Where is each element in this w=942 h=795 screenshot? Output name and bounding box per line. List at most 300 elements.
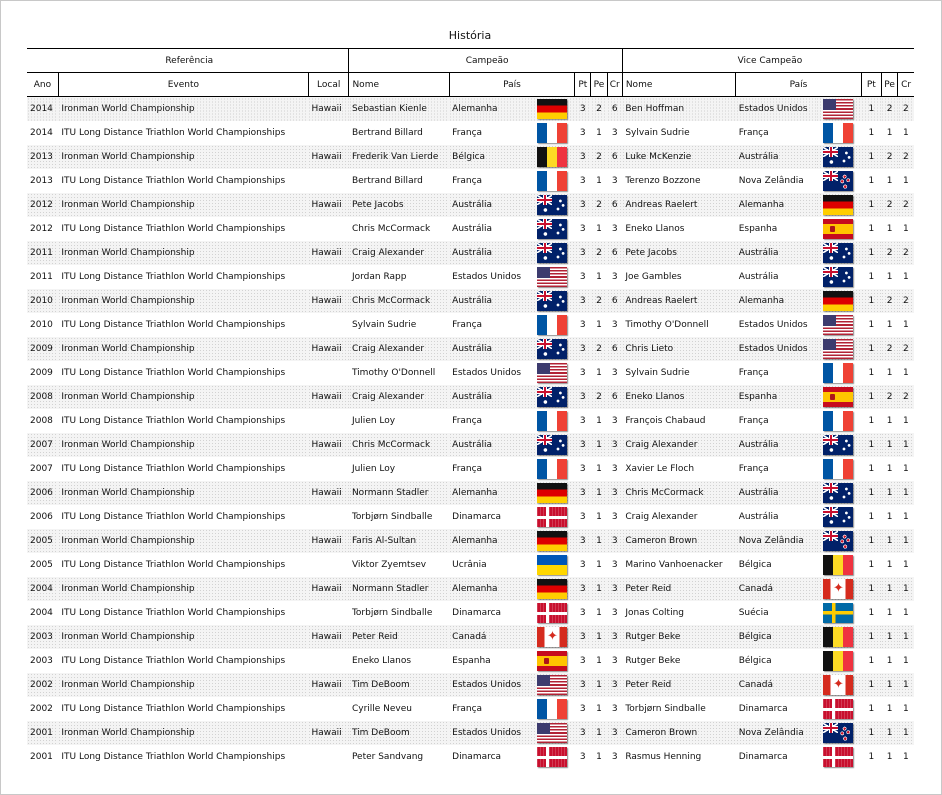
vice-flag-cell [816,169,862,193]
campeao-flag-cell [530,745,575,769]
cell-campeao-nome: Julien Loy [351,416,396,426]
cell-ano: 2012 [30,224,53,234]
cell-local [308,553,349,577]
flag-be-icon [823,651,853,671]
cell-vice-pais: Dinamarca [738,752,788,762]
cell-vice-nome: Jonas Colting [625,608,684,618]
col-header-campeao-pe: Pe [591,73,607,97]
flag-ca-icon [537,627,567,647]
cell-campeao-cr: 3 [611,704,618,714]
cell-campeao-pe: 1 [591,625,607,649]
campeao-flag-cell [530,337,575,361]
cell-evento: ITU Long Distance Triathlon World Championships [61,320,286,330]
cell-campeao-pt: 3 [575,145,591,169]
cell-local: Hawaii [308,97,349,122]
cell-vice-cr: 1 [902,704,909,714]
vice-flag-cell [816,721,862,745]
cell-evento: Ironman World Championship [58,193,308,217]
cell-vice-pt: 1 [861,193,881,217]
cell-campeao-pais: França [452,464,483,474]
table-row [27,241,914,265]
cell-campeao-pt: 3 [579,752,586,762]
cell-vice-pt: 1 [868,752,875,762]
cell-vice-nome: Ben Hoffman [622,97,735,122]
cell-campeao-cr: 6 [607,97,622,122]
campeao-flag-cell [530,601,575,625]
cell-vice-pe: 1 [886,368,893,378]
cell-vice-pe: 2 [881,289,897,313]
cell-campeao-pt: 3 [579,320,586,330]
cell-vice-pe: 2 [881,145,897,169]
cell-campeao-nome: Torbjørn Sindballe [351,608,433,618]
flag-de-icon [537,579,567,599]
cell-vice-pt: 1 [861,433,881,457]
campeao-flag-cell [530,241,575,265]
flag-dk-icon [823,747,853,767]
cell-campeao-pais: França [452,176,483,186]
cell-campeao-pe: 2 [591,241,607,265]
table-row [27,505,914,529]
cell-campeao-pais: Canadá [449,625,530,649]
cell-vice-pt: 1 [861,481,881,505]
cell-campeao-pais: Austrália [449,385,530,409]
cell-campeao-nome: Craig Alexander [349,241,449,265]
vice-flag-cell [816,625,862,649]
cell-vice-pais: Austrália [736,241,816,265]
vice-flag-cell [816,313,862,337]
table-row [27,385,914,409]
cell-local: Hawaii [308,481,349,505]
cell-campeao-pe: 1 [591,673,607,697]
cell-campeao-pe: 1 [596,752,602,762]
cell-campeao-cr: 3 [611,272,618,282]
cell-campeao-pais: França [452,320,483,330]
vice-flag-cell [816,193,862,217]
cell-campeao-pt: 3 [579,128,586,138]
cell-campeao-nome: Chris McCormack [349,289,449,313]
cell-evento: ITU Long Distance Triathlon World Championships [61,272,286,282]
flag-au-icon [537,435,567,455]
flag-au-icon [537,243,567,263]
cell-campeao-nome: Bertrand Billard [351,176,423,186]
cell-local [308,121,349,145]
cell-vice-pt: 1 [868,608,875,618]
cell-campeao-nome: Chris McCormack [351,224,431,234]
cell-local: Hawaii [308,193,349,217]
cell-campeao-pais: França [452,416,483,426]
cell-evento: Ironman World Championship [58,577,308,601]
cell-campeao-nome: Eneko Llanos [351,656,412,666]
cell-vice-pt: 1 [868,272,875,282]
cell-local: Hawaii [308,577,349,601]
cell-ano: 2009 [30,368,53,378]
cell-ano: 2011 [30,272,53,282]
cell-campeao-pe: 1 [591,721,607,745]
cell-vice-pe: 1 [886,128,893,138]
cell-vice-pe: 1 [881,481,897,505]
cell-campeao-pais: Austrália [449,433,530,457]
cell-vice-pais: Nova Zelândia [736,529,816,553]
group-header-vice-campeao: Vice Campeão [622,49,914,73]
cell-vice-cr: 2 [898,385,914,409]
flag-nz-icon [823,171,853,191]
cell-vice-pais: Austrália [738,272,779,282]
cell-vice-pt: 1 [861,577,881,601]
table-row [27,169,914,193]
cell-vice-pe: 2 [881,385,897,409]
campeao-flag-cell [530,385,575,409]
flag-ca-icon [823,579,853,599]
cell-campeao-pais: Austrália [449,289,530,313]
cell-campeao-pe: 1 [596,416,602,426]
cell-ano: 2013 [27,145,58,169]
cell-campeao-cr: 3 [611,320,618,330]
cell-vice-nome: Luke McKenzie [622,145,735,169]
cell-campeao-nome: Faris Al-Sultan [349,529,449,553]
cell-campeao-nome: Timothy O'Donnell [351,368,436,378]
cell-vice-pe: 2 [881,193,897,217]
cell-campeao-pt: 3 [575,241,591,265]
table-row [27,625,914,649]
cell-vice-pe: 2 [881,241,897,265]
flag-es-icon [823,387,853,407]
flag-de-icon [537,483,567,503]
cell-evento: Ironman World Championship [58,289,308,313]
cell-campeao-pe: 1 [596,320,602,330]
cell-vice-nome: Eneko Llanos [622,385,735,409]
cell-campeao-pt: 3 [575,481,591,505]
cell-vice-nome: Torbjørn Sindballe [625,704,706,714]
campeao-flag-cell [530,721,575,745]
cell-vice-pais: Espanha [738,224,778,234]
cell-campeao-pais: França [452,704,483,714]
cell-evento: ITU Long Distance Triathlon World Championships [61,704,286,714]
cell-campeao-pais: Espanha [452,656,491,666]
cell-campeao-pt: 3 [579,272,586,282]
flag-au-icon [537,387,567,407]
flag-se-icon [823,603,853,623]
cell-evento: ITU Long Distance Triathlon World Championships [61,224,286,234]
cell-evento: ITU Long Distance Triathlon World Championships [61,512,286,522]
cell-vice-pais: Estados Unidos [738,320,808,330]
vice-flag-cell [816,337,862,361]
flag-es-icon [823,219,853,239]
flag-us-icon [823,315,853,335]
cell-campeao-cr: 6 [607,289,622,313]
cell-campeao-pe: 1 [596,272,602,282]
flag-au-icon [823,435,853,455]
cell-vice-pais: Alemanha [736,289,816,313]
table-row [27,361,914,385]
cell-vice-pe: 2 [881,337,897,361]
cell-vice-cr: 1 [902,224,909,234]
cell-vice-pt: 1 [868,368,875,378]
cell-campeao-cr: 3 [611,656,618,666]
cell-vice-pais: Estados Unidos [736,97,816,122]
cell-vice-pais: Bélgica [736,625,816,649]
cell-evento: Ironman World Championship [58,145,308,169]
cell-evento: ITU Long Distance Triathlon World Championships [61,608,286,618]
flag-be-icon [823,555,853,575]
campeao-flag-cell [530,481,575,505]
cell-campeao-pais: Alemanha [449,529,530,553]
cell-ano: 2009 [27,337,58,361]
cell-ano: 2004 [27,577,58,601]
cell-vice-pe: 1 [886,320,893,330]
cell-campeao-pe: 1 [591,577,607,601]
cell-vice-pais: Nova Zelândia [736,721,816,745]
cell-campeao-pt: 3 [579,656,586,666]
cell-local [308,313,349,337]
cell-vice-pt: 1 [861,241,881,265]
cell-campeao-nome: Torbjørn Sindballe [351,512,433,522]
cell-campeao-cr: 3 [611,416,618,426]
cell-vice-cr: 1 [902,656,909,666]
cell-vice-pais: Nova Zelândia [738,176,804,186]
cell-campeao-pe: 1 [596,656,602,666]
flag-nz-icon [823,723,853,743]
cell-vice-nome: Eneko Llanos [625,224,685,234]
cell-campeao-pais: Alemanha [449,97,530,122]
cell-campeao-cr: 3 [611,608,618,618]
col-header-campeao-pt: Pt [575,73,591,97]
col-header-ano: Ano [27,73,58,97]
cell-vice-pais: Bélgica [738,560,772,570]
cell-vice-cr: 1 [898,481,914,505]
cell-campeao-pt: 3 [575,721,591,745]
cell-vice-nome: Chris Lieto [622,337,735,361]
cell-vice-cr: 2 [898,241,914,265]
cell-campeao-pt: 3 [575,577,591,601]
flag-au-icon [823,243,853,263]
cell-vice-cr: 1 [902,368,909,378]
flag-dk-icon [823,699,853,719]
campeao-flag-cell [530,409,575,433]
flag-fr-icon [537,699,567,719]
cell-vice-pt: 1 [861,97,881,122]
cell-vice-pais: Canadá [736,577,816,601]
cell-campeao-cr: 3 [611,560,618,570]
cell-vice-cr: 1 [898,433,914,457]
cell-vice-cr: 1 [902,272,909,282]
flag-fr-icon [823,363,853,383]
cell-ano: 2008 [30,416,53,426]
cell-vice-pt: 1 [861,385,881,409]
cell-ano: 2012 [27,193,58,217]
campeao-flag-cell [530,121,575,145]
cell-campeao-pe: 1 [596,560,602,570]
flag-us-icon [537,363,567,383]
flag-au-icon [537,291,567,311]
cell-campeao-nome: Viktor Zyemtsev [351,560,427,570]
cell-campeao-pais: Estados Unidos [452,272,522,282]
campeao-flag-cell [530,433,575,457]
cell-vice-pe: 1 [881,529,897,553]
cell-local: Hawaii [308,145,349,169]
cell-campeao-cr: 6 [607,145,622,169]
cell-campeao-nome: Peter Sandvang [351,752,424,762]
cell-vice-cr: 2 [898,193,914,217]
cell-campeao-pe: 1 [591,529,607,553]
cell-campeao-cr: 3 [607,625,622,649]
cell-campeao-pt: 3 [575,289,591,313]
cell-vice-cr: 1 [902,320,909,330]
cell-campeao-pt: 3 [579,464,586,474]
cell-local [308,601,349,625]
cell-vice-cr: 1 [898,577,914,601]
cell-vice-nome: Rutger Beke [625,656,681,666]
cell-vice-nome: Rasmus Henning [625,752,702,762]
flag-de-icon [823,195,853,215]
cell-local [308,457,349,481]
cell-campeao-pe: 1 [596,704,602,714]
cell-ano: 2002 [30,704,53,714]
table-row [27,289,914,313]
table-row [27,673,914,697]
campeao-flag-cell [530,265,575,289]
cell-campeao-cr: 3 [607,481,622,505]
vice-flag-cell [816,649,862,673]
cell-vice-pt: 1 [861,337,881,361]
cell-campeao-pt: 3 [579,416,586,426]
cell-campeao-pais: Dinamarca [452,608,502,618]
cell-vice-nome: Joe Gambles [625,272,682,282]
cell-campeao-pais: Bélgica [449,145,530,169]
cell-campeao-pt: 3 [579,512,586,522]
cell-campeao-nome: Pete Jacobs [349,193,449,217]
cell-campeao-nome: Bertrand Billard [351,128,423,138]
cell-ano: 2014 [30,128,53,138]
table-row [27,721,914,745]
flag-fr-icon [537,411,567,431]
cell-campeao-nome: Normann Stadler [349,577,449,601]
flag-es-icon [537,651,567,671]
vice-flag-cell [816,409,862,433]
col-header-local: Local [308,73,349,97]
col-header-vice-pt: Pt [861,73,881,97]
campeao-flag-cell [530,553,575,577]
cell-vice-pais: Austrália [736,433,816,457]
flag-be-icon [823,627,853,647]
cell-evento: Ironman World Championship [58,385,308,409]
cell-vice-cr: 2 [898,97,914,122]
cell-vice-pt: 1 [868,512,875,522]
campeao-flag-cell [530,313,575,337]
cell-vice-pt: 1 [861,721,881,745]
col-header-vice-cr: Cr [898,73,914,97]
cell-local: Hawaii [308,529,349,553]
table-row [27,409,914,433]
table-row [27,745,914,769]
cell-vice-cr: 1 [902,128,909,138]
cell-campeao-pt: 3 [575,97,591,122]
cell-campeao-nome: Peter Reid [349,625,449,649]
table-row [27,577,914,601]
cell-campeao-nome: Tim DeBoom [349,721,449,745]
cell-campeao-pt: 3 [579,368,586,378]
cell-evento: Ironman World Championship [58,481,308,505]
campeao-flag-cell [530,649,575,673]
col-header-vice-nome: Nome [622,73,735,97]
cell-campeao-pt: 3 [575,385,591,409]
cell-campeao-nome: Sylvain Sudrie [351,320,417,330]
col-header-vice-pe: Pe [881,73,897,97]
vice-flag-cell [816,745,862,769]
cell-vice-pais: Bélgica [738,656,772,666]
cell-campeao-cr: 6 [607,337,622,361]
cell-local [308,265,349,289]
vice-flag-cell [816,217,862,241]
cell-campeao-pe: 2 [591,289,607,313]
cell-local [308,697,349,721]
table-row [27,97,914,122]
cell-campeao-pe: 1 [596,512,602,522]
cell-local: Hawaii [308,289,349,313]
campeao-flag-cell [530,505,575,529]
cell-vice-pt: 1 [868,128,875,138]
cell-campeao-nome: Sebastian Kienle [349,97,449,122]
table-row [27,217,914,241]
cell-vice-nome: Andreas Raelert [622,193,735,217]
cell-vice-nome: François Chabaud [625,416,706,426]
cell-local: Hawaii [308,433,349,457]
cell-ano: 2004 [30,608,53,618]
cell-campeao-cr: 3 [607,433,622,457]
cell-evento: ITU Long Distance Triathlon World Championships [61,416,286,426]
vice-flag-cell [816,697,862,721]
flag-de-icon [823,291,853,311]
flag-us-icon [537,675,567,695]
flag-fr-icon [537,123,567,143]
cell-vice-cr: 1 [898,721,914,745]
cell-vice-nome: Andreas Raelert [622,289,735,313]
cell-local: Hawaii [308,673,349,697]
cell-evento: ITU Long Distance Triathlon World Championships [61,128,286,138]
cell-vice-pt: 1 [868,176,875,186]
cell-campeao-cr: 6 [607,193,622,217]
cell-campeao-pe: 1 [596,128,602,138]
cell-evento: Ironman World Championship [58,625,308,649]
cell-vice-pe: 1 [886,752,893,762]
flag-de-icon [537,531,567,551]
cell-ano: 2001 [30,752,53,762]
flag-fr-icon [537,315,567,335]
cell-campeao-pt: 3 [575,193,591,217]
cell-vice-nome: Rutger Beke [622,625,735,649]
cell-vice-pais: Espanha [736,385,816,409]
cell-vice-pais: Estados Unidos [736,337,816,361]
campeao-flag-cell [530,361,575,385]
cell-campeao-cr: 3 [611,464,618,474]
cell-vice-nome: Marino Vanhoenacker [625,560,723,570]
cell-local [308,745,349,769]
cell-vice-pe: 1 [886,512,893,522]
cell-campeao-pais: Austrália [452,224,492,234]
cell-ano: 2008 [27,385,58,409]
cell-vice-pe: 1 [886,416,893,426]
cell-vice-pt: 1 [861,625,881,649]
cell-campeao-nome: Normann Stadler [349,481,449,505]
cell-campeao-pe: 2 [591,385,607,409]
vice-flag-cell [816,505,862,529]
cell-campeao-pt: 3 [575,625,591,649]
cell-campeao-cr: 3 [607,529,622,553]
cell-vice-nome: Pete Jacobs [622,241,735,265]
cell-campeao-pais: Austrália [449,337,530,361]
cell-campeao-nome: Craig Alexander [349,337,449,361]
cell-campeao-nome: Cyrille Neveu [351,704,412,714]
campeao-flag-cell [530,577,575,601]
